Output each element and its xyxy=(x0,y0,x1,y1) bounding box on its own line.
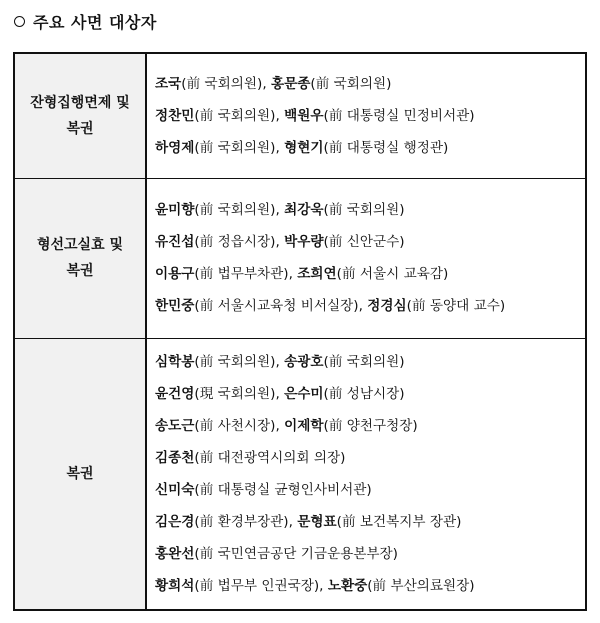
person-role: (前 대통령실 민정비서관) xyxy=(323,107,475,124)
person-line xyxy=(155,570,585,602)
person-name: 윤건영 xyxy=(155,385,195,402)
person-name: 조희연 xyxy=(297,266,337,282)
category-cell xyxy=(14,178,146,338)
person-role: (前 법무부차관) xyxy=(194,266,289,282)
person-entry xyxy=(284,418,418,434)
person-role: (前 신안군수) xyxy=(323,234,405,250)
person-name: 조국 xyxy=(155,75,182,92)
person-line xyxy=(155,346,585,378)
person-name: 한민중 xyxy=(155,298,195,314)
person-entry xyxy=(155,482,372,498)
category-label: 형선고실효 및 xyxy=(36,237,124,253)
category-label: 잔형집행면제 및 xyxy=(30,94,130,111)
person-entry xyxy=(284,202,404,218)
person-entry xyxy=(155,202,275,218)
person-entry xyxy=(297,266,448,282)
person-entry xyxy=(284,108,474,124)
heading-text: 주요 사면 대상자 xyxy=(33,13,157,32)
person-entry xyxy=(284,234,404,250)
people-cell xyxy=(146,53,586,178)
person-entry xyxy=(155,234,275,250)
person-entry xyxy=(155,386,275,402)
people-cell xyxy=(146,338,586,610)
person-role: (現 국회의원) xyxy=(194,385,276,402)
separator-comma: , xyxy=(262,75,271,92)
separator-comma: , xyxy=(275,234,285,250)
people-cell xyxy=(146,178,586,338)
person-role: (前 사천시장) xyxy=(194,417,276,434)
person-name: 홍완선 xyxy=(155,545,195,562)
pardon-table-body xyxy=(14,53,586,610)
person-entry xyxy=(284,140,448,156)
person-role: (前 동양대 교수) xyxy=(406,298,506,314)
separator-comma: , xyxy=(275,417,285,434)
separator-comma: , xyxy=(275,202,285,218)
person-line xyxy=(155,258,585,290)
category-row xyxy=(14,178,586,338)
person-role: (前 서울시 교육감) xyxy=(336,266,449,282)
separator-comma: , xyxy=(319,577,328,594)
person-role: (前 국회의원) xyxy=(194,353,276,370)
person-name: 이제학 xyxy=(284,417,324,434)
person-entry xyxy=(155,108,275,124)
category-row xyxy=(14,53,586,178)
separator-comma: , xyxy=(358,298,368,314)
person-line xyxy=(155,506,585,538)
person-role: (前 성남시장) xyxy=(323,385,405,402)
person-role: (前 환경부장관) xyxy=(194,513,289,530)
person-entry xyxy=(155,76,262,92)
person-role: (前 법무부 인권국장) xyxy=(194,577,320,594)
person-role: (前 국회의원) xyxy=(194,202,276,218)
person-line xyxy=(155,410,585,442)
person-role: (前 정읍시장) xyxy=(194,234,276,250)
person-entry xyxy=(271,76,391,92)
category-label-line2: 복권 xyxy=(66,120,94,137)
person-entry xyxy=(155,140,275,156)
person-entry xyxy=(155,354,275,370)
pardon-table xyxy=(13,52,587,611)
person-name: 유진섭 xyxy=(155,234,195,250)
separator-comma: , xyxy=(275,139,285,156)
person-role: (前 국회의원) xyxy=(323,202,405,218)
person-name: 이용구 xyxy=(155,266,195,282)
person-role: (前 국회의원) xyxy=(181,75,263,92)
person-name: 정경심 xyxy=(367,298,407,314)
category-cell xyxy=(14,338,146,610)
separator-comma: , xyxy=(275,107,285,124)
person-entry xyxy=(155,450,345,466)
person-role: (前 대전광역시의회 의장) xyxy=(194,449,346,466)
person-role: (前 대통령실 균형인사비서관) xyxy=(194,481,372,498)
person-entry xyxy=(367,298,505,314)
person-line xyxy=(155,194,585,226)
person-entry xyxy=(155,546,398,562)
category-row xyxy=(14,338,586,610)
separator-comma: , xyxy=(288,266,298,282)
section-heading xyxy=(14,10,157,33)
person-entry xyxy=(297,514,461,530)
category-label: 복권 xyxy=(66,465,94,482)
person-name: 하영제 xyxy=(155,139,195,156)
separator-comma: , xyxy=(288,513,298,530)
person-role: (前 부산의료원장) xyxy=(367,577,475,594)
person-name: 김은경 xyxy=(155,513,195,530)
person-entry xyxy=(155,418,275,434)
person-role: (前 대통령실 행정관) xyxy=(323,139,449,156)
person-name: 은수미 xyxy=(284,385,324,402)
person-role: (前 양천구청장) xyxy=(323,417,418,434)
person-name: 송광호 xyxy=(284,353,324,370)
person-entry xyxy=(155,298,359,314)
person-line xyxy=(155,132,585,164)
person-entry xyxy=(155,578,319,594)
person-line xyxy=(155,290,585,322)
person-entry xyxy=(155,514,289,530)
circle-bullet-icon xyxy=(14,16,25,27)
person-role: (前 국민연금공단 기금운용본부장) xyxy=(194,545,398,562)
person-entry xyxy=(155,266,289,282)
person-role: (前 국회의원) xyxy=(310,75,392,92)
person-role: (前 서울시교육청 비서실장) xyxy=(194,298,359,314)
person-name: 정찬민 xyxy=(155,107,195,124)
person-name: 노환중 xyxy=(327,577,368,594)
person-name: 홍문종 xyxy=(270,75,311,92)
person-name: 박우량 xyxy=(284,234,324,250)
person-line xyxy=(155,442,585,474)
person-entry xyxy=(284,386,404,402)
category-label-line2: 복권 xyxy=(66,263,94,279)
person-entry xyxy=(284,354,404,370)
person-role: (前 국회의원) xyxy=(194,139,276,156)
person-line xyxy=(155,474,585,506)
person-name: 최강욱 xyxy=(284,202,324,218)
person-name: 윤미향 xyxy=(155,202,195,218)
person-role: (前 국회의원) xyxy=(323,353,405,370)
category-cell xyxy=(14,53,146,178)
person-name: 황희석 xyxy=(155,577,195,594)
person-name: 신미숙 xyxy=(155,481,195,498)
person-role: (前 보건복지부 장관) xyxy=(336,513,462,530)
person-line xyxy=(155,378,585,410)
person-line xyxy=(155,100,585,132)
person-entry xyxy=(328,578,475,594)
person-line xyxy=(155,226,585,258)
person-name: 백원우 xyxy=(284,107,324,124)
separator-comma: , xyxy=(275,353,285,370)
person-name: 문형표 xyxy=(297,513,337,530)
person-name: 송도근 xyxy=(155,417,195,434)
person-name: 형현기 xyxy=(284,139,324,156)
person-name: 김종천 xyxy=(155,449,195,466)
person-line xyxy=(155,538,585,570)
separator-comma: , xyxy=(275,385,285,402)
person-role: (前 국회의원) xyxy=(194,107,276,124)
person-line xyxy=(155,68,585,100)
person-name: 심학봉 xyxy=(155,353,195,370)
